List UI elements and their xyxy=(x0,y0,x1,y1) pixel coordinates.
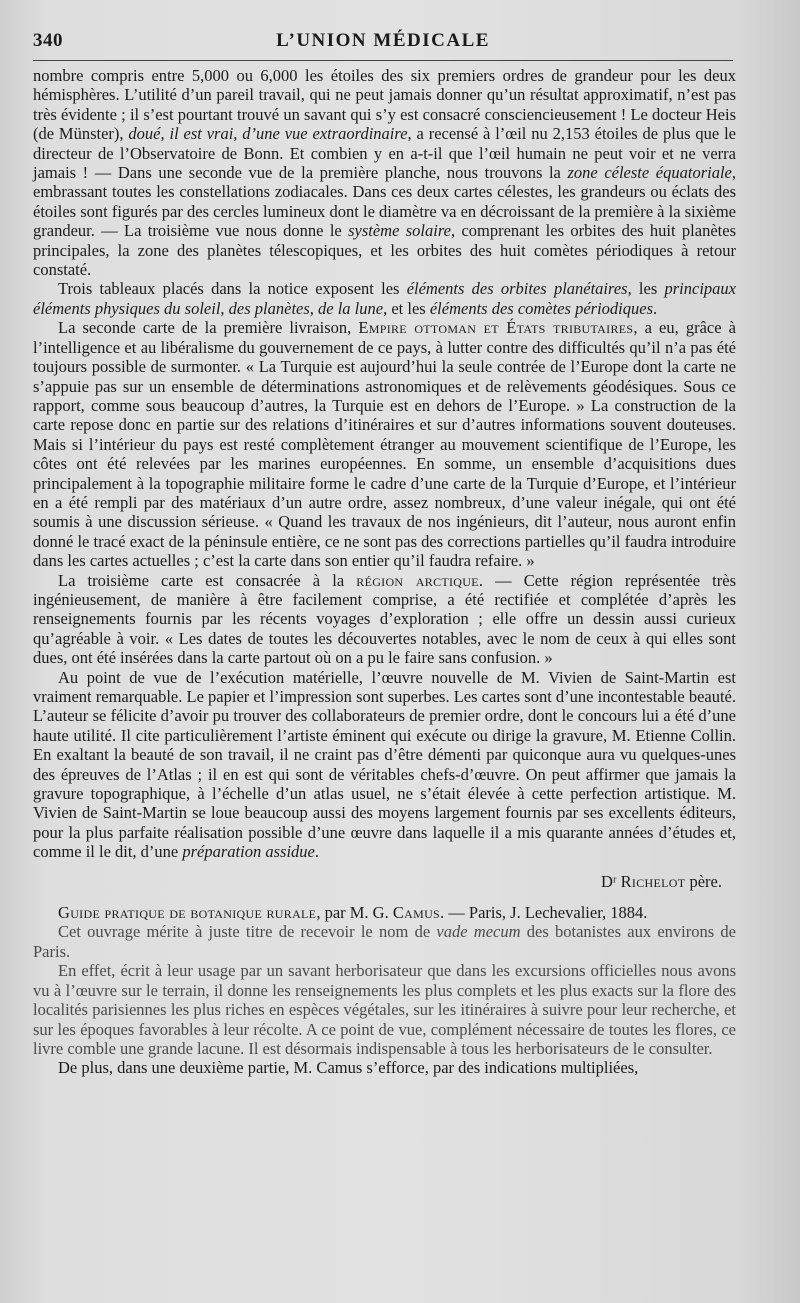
journal-title: L’UNION MÉDICALE xyxy=(276,30,490,51)
paragraph-guide-content: En effet, écrit à leur usage par un savant herborisateur que dans les excursions officielles nous avons vu à l’œuvre sur le terrain, il donne les renseignements les plus complets et les plus exacts sur la flore des localités parisiennes les plus riches en espèces végétales, sur les itinéraires à suivre pour leur recherche, et sur les époques favorables à leur récolte. A ce point de vue, complément nécessaire de toutes les flores, ce livre comble une grande lacune. Il est désormais indispensable à tous les herborisateurs de le consulter. xyxy=(33,961,736,1058)
paragraph-tables: Trois tableaux placés dans la notice exposent les éléments des orbites planétaires, les principaux éléments physiques du soleil, des planètes, de la lune, et les éléments des comètes périodiques. xyxy=(33,279,736,318)
page-number: 340 xyxy=(33,30,63,51)
article-body xyxy=(33,66,736,1078)
header-rule xyxy=(33,60,733,61)
paragraph-execution: Au point de vue de l’exécution matérielle, l’œuvre nouvelle de M. Vivien de Saint-Martin est vraiment remarquable. Le papier et l’impression sont superbes. Les cartes sont d’une incontestable beauté. L’auteur se félicite d’avoir pu trouver des collaborateurs de premier ordre, dont le concours lui a été d’une haute utilité. Il cite particulièrement l’artiste éminent qui exécute ou dirige la gravure, M. Etienne Collin. En exaltant la beauté de son travail, il ne craint pas d’être démenti par quiconque aura vu quelques-unes des épreuves de l’Atlas ; il en est qui sont de véritables chefs-d’œuvre. On peut affirmer que jamais la gravure topographique, à l’échelle d’un atlas usuel, ne s’était élevée à cette perfection artistique. M. Vivien de Saint-Martin se loue beaucoup aussi des moyens largement fournis par ses excellents éditeurs, pour la plus parfaite réalisation possible d’une œuvre dans laquelle il a mis quarante années d’études et, comme il le dit, d’une préparation assidue. xyxy=(33,667,736,862)
paragraph-arctic-map: La troisième carte est consacrée à la région arctique. — Cette région représentée très ingénieusement, de manière à être facilement comprise, a été rectifiée et complétée d’après les renseignements fournis par les récents voyages d’exploration ; elle offre un dessin aussi curieux qu’agréable à voir. « Les dates de toutes les découvertes notables, avec le nom de ceux à qui elles sont dues, ont été insérées dans la carte partout où on a pu le faire sans confusion. » xyxy=(33,570,736,668)
paragraph-star-catalogue: nombre compris entre 5,000 ou 6,000 les étoiles des six premiers ordres de grandeur pour les deux hémisphères. L’utilité d’un pareil travail, qui ne peut jamais donner qu’un résultat approximatif, n’est pas très évidente ; il s’est pourtant trouvé un savant qui s’y est consacré consciencieusement ! Le docteur Heis (de Münster), doué, il est vrai, d’une vue extraordinaire, a recensé à l’œil nu 2,153 étoiles de plus que le directeur de l’Observatoire de Bonn. Et combien y en a-t-il que l’œil humain ne peut voir et ne verra jamais ! — Dans une seconde vue de la première planche, nous trouvons la zone céleste équatoriale, embrassant toutes les constellations zodiacales. Dans ces deux cartes célestes, les grandeurs ou éclats des étoiles sont figurés par des cercles lumineux dont le diamètre va en décroissant de la première à la sixième grandeur. — La troisième vue nous donne le système solaire, comprenant les orbites des huit planètes principales, la zone des planètes télescopiques, et les orbites des huit comètes périodiques à retour constaté. xyxy=(33,66,736,280)
review-heading: Guide pratique de botanique rurale, par M. G. Camus. — Paris, J. Lechevalier, 1884. xyxy=(58,903,648,923)
paragraph-second-part: De plus, dans une deuxième partie, M. Camus s’efforce, par des indications multipliées, xyxy=(58,1058,639,1078)
paragraph-turkey-map: La seconde carte de la première livraison, Empire ottoman et États tributaires, a eu, grâce à l’intelligence et au libéralisme du gouvernement de ce pays, à lutter contre des difficultés qu’il n’a pas été toujours possible de surmonter. « La Turquie est aujourd’hui la seule contrée de l’Europe dont la carte ne s’appuie pas sur un ensemble de déterminations astronomiques et de relèvements géodésiques. Sous ce rapport, comme sous beaucoup d’autres, la Turquie est en dehors de l’Europe. » La construction de la carte repose donc en partie sur des relations d’itinéraires et sur d’autres informations souvent douteuses. Mais si l’intérieur du pays est resté complètement étranger au mouvement scientifique de l’Europe, les côtes ont été relevées par les marines européennes. En somme, un ensemble d’acquisitions dues principalement à la topographie militaire forme le cadre d’une carte de la Turquie d’Europe, et l’intérieur en a été rempli par des matériaux d’un autre ordre, assez nombreux, d’une valeur inégale, qui ont été soumis à une discussion sérieuse. « Quand les travaux de nos ingénieurs, dit l’auteur, nous auront enfin donné le tracé exact de la péninsule entière, ce ne sont pas des corrections partielles qu’il faudra introduire dans les cartes actuelles ; c’est la carte dans son entier qu’il faudra refaire. » xyxy=(33,318,736,571)
page-header xyxy=(33,30,733,54)
author-signature: Dʳ Richelot père. xyxy=(600,871,722,891)
paragraph-vade-mecum: Cet ouvrage mérite à juste titre de recevoir le nom de vade mecum des botanistes aux environs de Paris. xyxy=(33,922,736,961)
